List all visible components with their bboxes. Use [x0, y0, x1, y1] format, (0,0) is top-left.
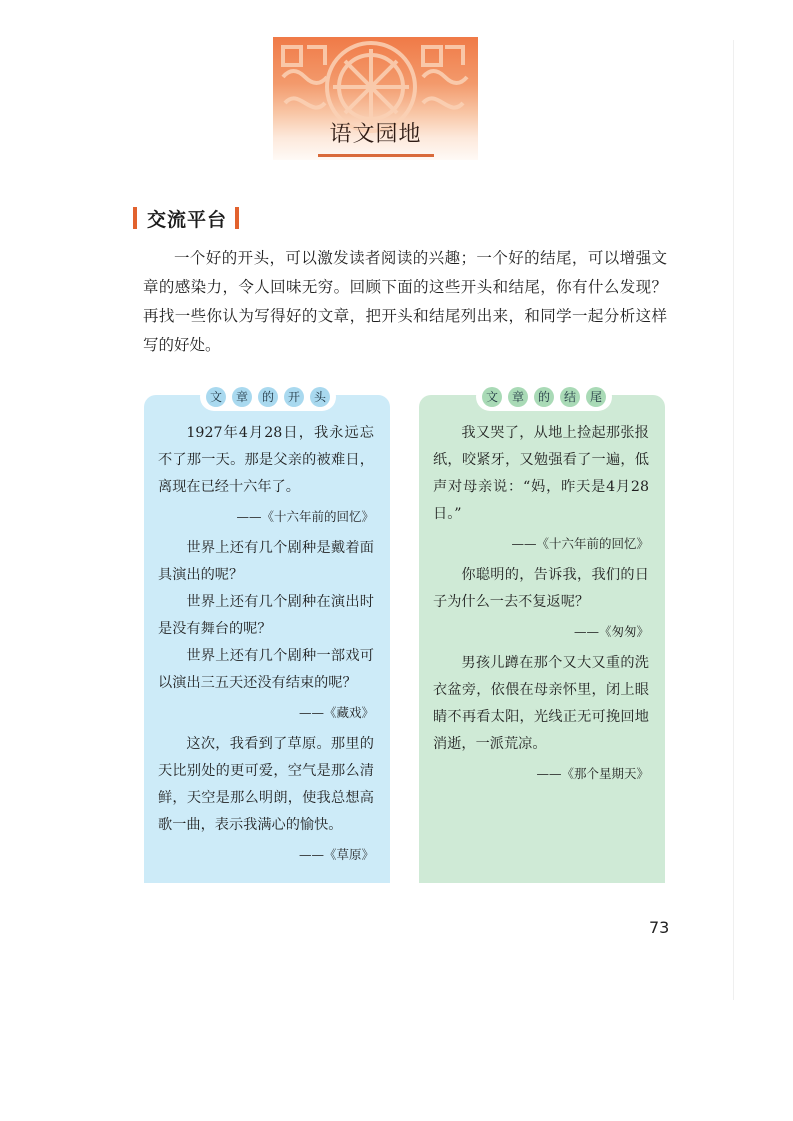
label-char: 文 [482, 387, 502, 407]
intro-paragraph: 一个好的开头，可以激发读者阅读的兴趣；一个好的结尾，可以增强文章的感染力，令人回味无穷。回顾下面的这些开头和结尾，你有什么发现？再找一些你认为写得好的文章，把开头和结尾列出来，和同学一起分析这样写的好处。 [143, 249, 667, 354]
title-underline [318, 154, 434, 157]
opening-column [158, 420, 374, 873]
excerpt-source: ——《十六年前的回忆》 [511, 536, 649, 551]
excerpt-source: ——《草原》 [298, 847, 374, 862]
label-char: 章 [508, 387, 528, 407]
label-char: 开 [284, 387, 304, 407]
label-char: 文 [206, 387, 226, 407]
opening-label [200, 383, 336, 411]
excerpt-source: ——《十六年前的回忆》 [236, 509, 374, 524]
label-char: 尾 [586, 387, 606, 407]
opening-excerpt: 1927年4月28日，我永远忘不了那一天。那是父亲的被难日，离现在已经十六年了。 [158, 425, 374, 495]
label-char: 章 [232, 387, 252, 407]
label-char: 的 [258, 387, 278, 407]
opening-excerpt: 世界上还有几个剧种一部戏可以演出三五天还没有结束的呢？ [158, 648, 374, 691]
heading-bar-left [133, 207, 137, 229]
excerpt-source: ——《那个星期天》 [536, 766, 649, 781]
opening-excerpt: 这次，我看到了草原。那里的天比别处的更可爱，空气是那么清鲜，天空是那么明朗，使我总想高歌一曲，表示我满心的愉快。 [158, 736, 374, 833]
ending-column [433, 420, 649, 792]
header-banner [273, 37, 478, 160]
excerpt-source: ——《藏戏》 [298, 705, 374, 720]
opening-excerpt: 世界上还有几个剧种在演出时是没有舞台的呢？ [158, 594, 374, 637]
ending-excerpt: 男孩儿蹲在那个又大又重的洗衣盆旁，依偎在母亲怀里，闭上眼睛不再看太阳，光线正无可挽回地消逝，一派荒凉。 [433, 655, 649, 752]
section-heading [133, 203, 239, 233]
header-title: 语文园地 [329, 122, 422, 147]
ending-excerpt: 我又哭了，从地上捡起那张报纸，咬紧牙，又勉强看了一遍，低声对母亲说：“妈，昨天是4月28日。” [433, 425, 649, 522]
heading-bar-right [235, 207, 239, 229]
ending-excerpt: 你聪明的，告诉我，我们的日子为什么一去不复返呢？ [433, 567, 649, 610]
label-char: 的 [534, 387, 554, 407]
excerpt-source: ——《匆匆》 [573, 624, 649, 639]
page-number: 73 [649, 918, 670, 937]
page-edge [733, 40, 734, 1000]
label-char: 结 [560, 387, 580, 407]
ending-label [476, 383, 612, 411]
opening-excerpt: 世界上还有几个剧种是戴着面具演出的呢？ [158, 540, 374, 583]
label-char: 头 [310, 387, 330, 407]
section-title: 交流平台 [147, 208, 228, 231]
